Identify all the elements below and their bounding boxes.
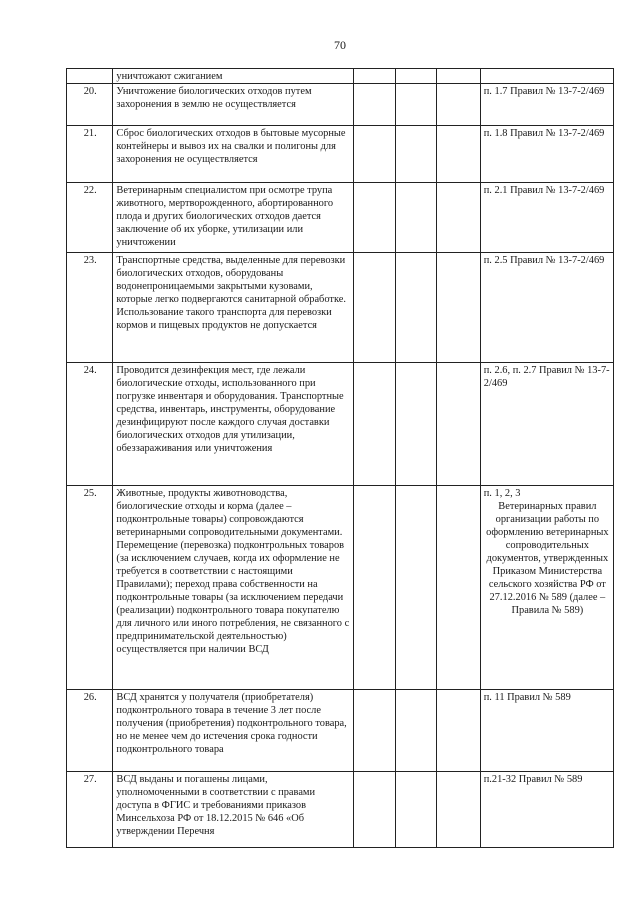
reference-text: п.21-32 Правил № 589 xyxy=(480,772,613,848)
row-number: 24. xyxy=(67,363,113,486)
checklist-table xyxy=(66,68,614,848)
row-number: 23. xyxy=(67,253,113,363)
answer-yes-cell xyxy=(353,183,395,253)
row-number xyxy=(67,69,113,84)
requirement-text: Уничтожение биологических отходов путем захоронения в землю не осуществляется xyxy=(113,84,353,126)
requirement-text: Транспортные средства, выделенные для перевозки биологических отходов, оборудованы водонепроницаемыми закрытыми кузовами, которые легко подвергаются санитарной обработке. Использование такого транспорта для перевозки кормов и пищевых продуктов не допускается xyxy=(113,253,353,363)
table-row xyxy=(67,772,614,848)
table-row xyxy=(67,183,614,253)
reference-text: п. 1.7 Правил № 13-7-2/469 xyxy=(480,84,613,126)
answer-yes-cell xyxy=(353,69,395,84)
answer-yes-cell xyxy=(353,84,395,126)
answer-na-cell xyxy=(437,253,480,363)
reference-note: Ветеринарных правил организации работы по оформлению ветеринарных сопроводительных документов, утвержденных Приказом Министерства сельского хозяйства РФ от 27.12.2016 № 589 (далее – Правила № 589) xyxy=(486,501,609,616)
answer-yes-cell xyxy=(353,253,395,363)
reference-text: п. 1, 2, 3 xyxy=(483,488,521,499)
row-number: 25. xyxy=(67,486,113,690)
answer-no-cell xyxy=(395,126,436,183)
table-row xyxy=(67,84,614,126)
table-row xyxy=(67,126,614,183)
table-row xyxy=(67,486,614,690)
answer-na-cell xyxy=(437,126,480,183)
answer-na-cell xyxy=(437,69,480,84)
answer-na-cell xyxy=(437,183,480,253)
reference-text: п. 1.8 Правил № 13-7-2/469 xyxy=(480,126,613,183)
answer-no-cell xyxy=(395,690,436,772)
reference-text: п. 2.1 Правил № 13-7-2/469 xyxy=(480,183,613,253)
answer-no-cell xyxy=(395,69,436,84)
row-number: 20. xyxy=(67,84,113,126)
requirement-text: ВСД хранятся у получателя (приобретателя) подконтрольного товара в течение 3 лет после получения (приобретения) подконтрольного товара, но не менее чем до истечения срока годности подконтрольного товара xyxy=(113,690,353,772)
answer-no-cell xyxy=(395,84,436,126)
answer-na-cell xyxy=(437,690,480,772)
answer-yes-cell xyxy=(353,126,395,183)
answer-na-cell xyxy=(437,363,480,486)
reference-text xyxy=(480,69,613,84)
answer-no-cell xyxy=(395,772,436,848)
table-row xyxy=(67,69,614,84)
requirement-text: Сброс биологических отходов в бытовые мусорные контейнеры и вывоз их на свалки и полигоны для захоронения не осуществляется xyxy=(113,126,353,183)
reference-text: п. 2.6, п. 2.7 Правил № 13-7-2/469 xyxy=(480,363,613,486)
requirement-text: Ветеринарным специалистом при осмотре трупа животного, мертворожденного, абортированного плода и других биологических отходов дается заключение об их уборке, утилизации или уничтожении xyxy=(113,183,353,253)
answer-no-cell xyxy=(395,253,436,363)
reference-text: п. 11 Правил № 589 xyxy=(480,690,613,772)
row-number: 26. xyxy=(67,690,113,772)
page-number: 70 xyxy=(334,38,346,52)
requirement-text: ВСД выданы и погашены лицами, уполномоченными в соответствии с правами доступа в ФГИС и требованиями приказов Минсельхоза РФ от 18.12.2015 № 646 «Об утверждении Перечня xyxy=(113,772,353,848)
requirement-text: Животные, продукты животноводства, биологические отходы и корма (далее – подконтрольные товары) сопровождаются ветеринарными сопроводительными документами. Перемещение (перевозка) подконтрольных товаров (за исключением случаев, когда их оформление не требуется в соответствии с настоящими Правилами); переход права собственности на подконтрольные товары (за исключением передачи (реализации) подконтрольного товара покупателю для личного или иного потребления, не связанного с предпринимательской деятельностью) осуществляется при наличии ВСД xyxy=(113,486,353,690)
row-number: 21. xyxy=(67,126,113,183)
answer-na-cell xyxy=(437,486,480,690)
answer-no-cell xyxy=(395,183,436,253)
answer-yes-cell xyxy=(353,772,395,848)
requirement-text: уничтожают сжиганием xyxy=(113,69,353,84)
reference-text: п. 2.5 Правил № 13-7-2/469 xyxy=(480,253,613,363)
answer-no-cell xyxy=(395,486,436,690)
table-row xyxy=(67,363,614,486)
answer-yes-cell xyxy=(353,363,395,486)
answer-na-cell xyxy=(437,772,480,848)
answer-yes-cell xyxy=(353,486,395,690)
reference-cell xyxy=(480,486,613,690)
requirement-text: Проводится дезинфекция мест, где лежали биологические отходы, использованного при погрузке инвентаря и оборудования. Транспортные средства, инвентарь, инструменты, оборудование дезинфицируют после каждого случая доставки биологических отходов для утилизации, обеззараживания или уничтожения xyxy=(113,363,353,486)
answer-yes-cell xyxy=(353,690,395,772)
answer-no-cell xyxy=(395,363,436,486)
row-number: 22. xyxy=(67,183,113,253)
row-number: 27. xyxy=(67,772,113,848)
answer-na-cell xyxy=(437,84,480,126)
table-row xyxy=(67,690,614,772)
table-row xyxy=(67,253,614,363)
